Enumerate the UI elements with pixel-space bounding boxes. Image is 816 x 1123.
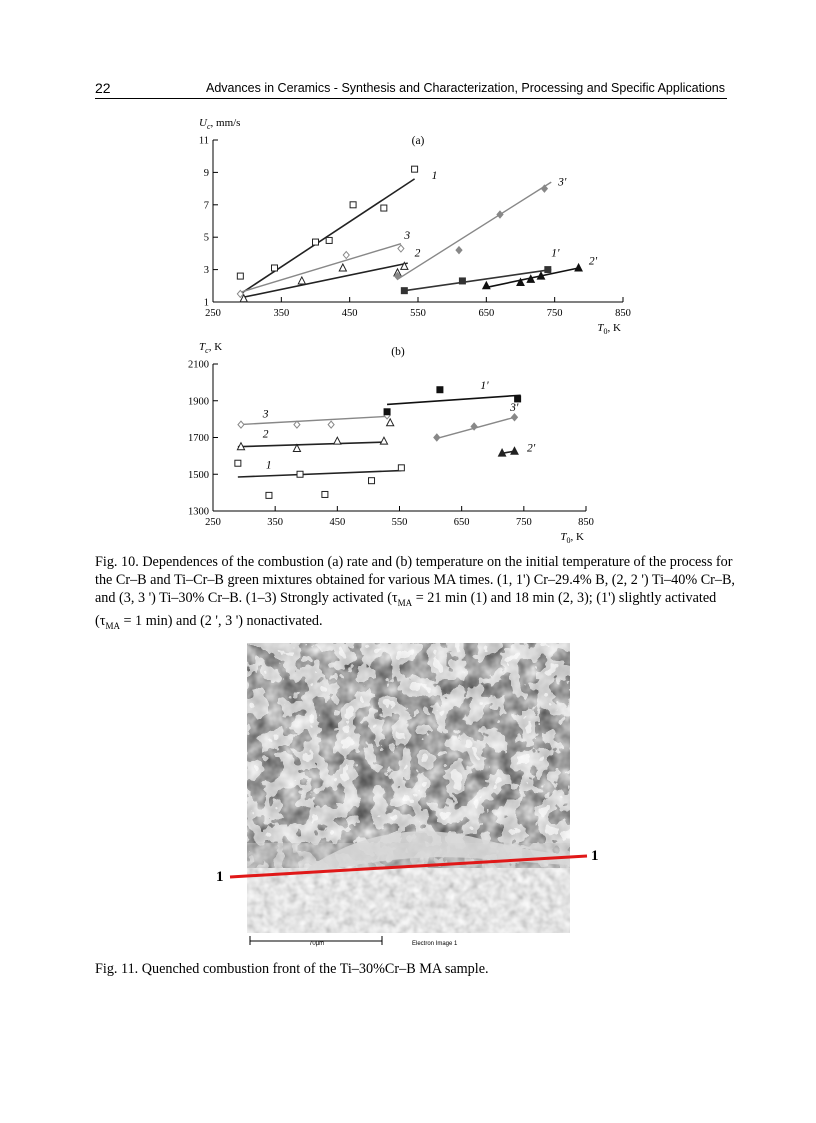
fig10-caption-text-b: Dependences of the combustion (a) rate and (b) temperature on the initial temperature of the process for the Cr–B and Ti–Cr–B green mixtures obtained for various MA times. (1, 1') Cr–29.4% B, (2, 2 ') Ti–40% Cr–B, and (3, 3 ') Ti–30% Cr–B. (1–3) Strongly activated (τ [95,554,735,606]
chart0-y-tick-label: 3 [203,265,209,277]
chart1-curve-label: 3' [510,401,519,414]
chart1-curve-label: 2 [262,428,269,441]
chart0-x-tick-label: 250 [205,308,221,319]
chart1-y-tick-label: 1900 [188,396,209,408]
page-number: 22 [95,80,111,96]
profile-marker-left: 1 [216,869,224,885]
chart0-y-tick-label: 5 [203,232,209,244]
chart1-y-tick-label: 1700 [188,433,209,444]
chart1-y-tick-label: 1300 [188,506,209,518]
chart1-x-tick-label: 750 [515,517,532,528]
book-title: Advances in Ceramics - Synthesis and Characterization, Processing and Specific Applications [205,81,725,95]
fig10-caption-sub-1: MA [397,597,413,608]
chart0-x-tick-label: 750 [546,308,563,319]
profile-line [230,856,587,877]
scale-bar-label: 70µm [309,941,325,947]
chart0-x-tick-label: 650 [478,308,495,319]
chart0-x-tick-label: 550 [410,308,426,319]
chart1-curve-label: 1 [265,459,272,472]
chart1-x-tick-label: 650 [453,517,470,528]
chart1-x-tick-label: 850 [578,517,594,528]
chart0-y-axis-label: $U_c$, mm/s [199,117,241,131]
chart0-y-tick-label: 1 [203,297,209,309]
chart0-curve-label: 2' [588,255,598,268]
chart1-panel-label: (b) [391,346,405,358]
chart0-curve-label: 3' [558,176,567,189]
chart1-curve-label: 3 [262,408,269,421]
fig10-caption-text-a: Fig. 10. [95,554,139,570]
chart1-x-tick-label: 350 [267,517,284,528]
chart1-curve-label: 1' [480,379,489,392]
chart1-x-axis-label: $T_0$, K [560,531,584,545]
chart0-y-tick-label: 11 [198,135,209,147]
chart1-x-tick-label: 450 [329,517,346,528]
fig10-caption-sub-2: MA [105,620,120,631]
chart1-y-axis-label: $T_c$, K [199,341,223,355]
image-label: Electron Image 1 [412,941,458,947]
chart0-curve-label: 1 [431,169,438,182]
chart0-curve-label: 2 [414,247,421,260]
chart0-x-tick-label: 850 [615,308,631,319]
chart1-curve-label: 2' [526,442,536,455]
chart1-x-tick-label: 250 [205,517,221,528]
chart0-panel-label: (a) [411,135,425,147]
fig10-caption-text-d: = 1 min) and (2 ', 3 ') nonactivated. [119,612,323,629]
chart1-x-tick-label: 550 [391,517,408,528]
profile-marker-right: 1 [591,848,599,864]
chart0-x-tick-label: 350 [273,308,290,319]
chart1-y-tick-label: 2100 [188,359,209,371]
chart1-y-tick-label: 1500 [188,469,209,481]
fig10-caption-text-c: = 21 min (1) and 18 min (2, 3); (1') slightly activated (τ [95,590,717,629]
chart0-x-axis-label: $T_0$, K [597,322,621,336]
chart0-x-tick-label: 450 [341,308,358,319]
chart0-y-tick-label: 9 [203,167,209,179]
chart0-y-tick-label: 7 [203,200,209,212]
chart0-curve-label: 1' [551,247,560,260]
figure-11-caption: Fig. 11. Quenched combustion front of the Ti–30%Cr–B MA sample. [95,961,489,977]
chart0-curve-label: 3 [404,229,411,242]
